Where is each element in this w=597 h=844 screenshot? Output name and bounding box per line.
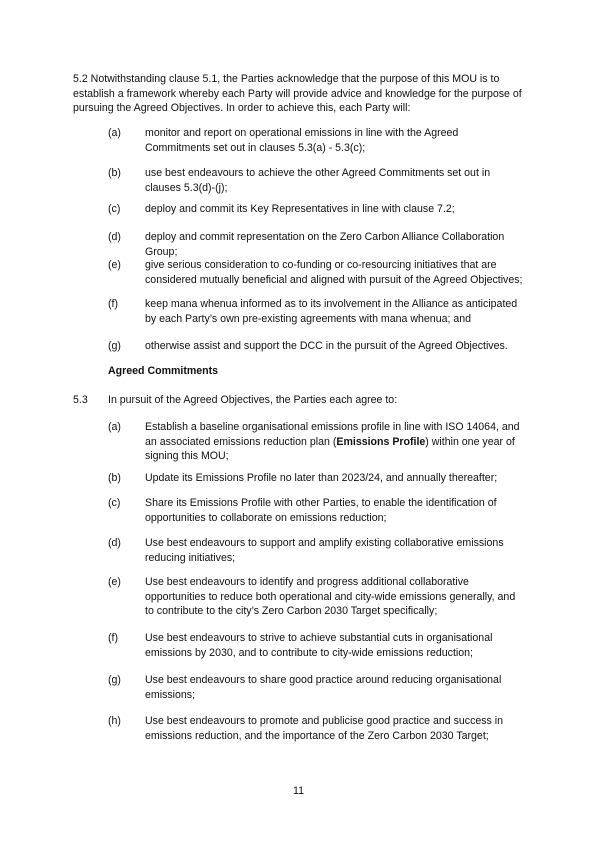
item-text: Use best endeavours to strive to achieve substantial cuts in organisational emissions by 2030, and to contribute to city-wide emissions reduction; <box>145 632 493 659</box>
item-text: Share its Emissions Profile with other Parties, to enable the identification of opportunities to collaborate on emissions reduction; <box>145 497 497 524</box>
item-text: Use best endeavours to identify and progress additional collaborative opportunities to reduce both operational and city-wide emissions generally, and to contribute to the city’s Zero Carbon 2030 Target specifically; <box>145 576 516 617</box>
item-label: (a) <box>108 421 121 433</box>
item-label: (a) <box>108 127 121 139</box>
page-number: 11 <box>293 785 304 797</box>
item-label: (b) <box>108 167 121 179</box>
item-label: (c) <box>108 203 121 215</box>
item-text: Use best endeavours to share good practice around reducing organisational emissions; <box>145 674 502 701</box>
item-text-end: ) within one year of signing this MOU; <box>145 435 515 462</box>
clause-5-2-paragraph: 5.2 Notwithstanding clause 5.1, the Parties acknowledge that the purpose of this MOU is to establish a framework whereby each Party will provide advice and knowledge for the purpose of pursuing the Agreed Objectives. In order to achieve this, each Party will: <box>73 73 522 114</box>
item-text: Use best endeavours to promote and publicise good practice and success in emissions reduction, and the importance of the Zero Carbon 2030 Target; <box>145 715 504 742</box>
item-text: deploy and commit its Key Representatives in line with clause 7.2; <box>145 203 455 215</box>
item-text: monitor and report on operational emissions in line with the Agreed Commitments set out in clauses 5.3(a) - 5.3(c); <box>145 127 459 154</box>
item-text: use best endeavours to achieve the other Agreed Commitments set out in clauses 5.3(d)-(j); <box>145 167 491 194</box>
item-label: (d) <box>108 537 121 549</box>
item-text: deploy and commit representation on the Zero Carbon Alliance Collaboration Group; <box>145 231 505 258</box>
item-text: keep mana whenua informed as to its involvement in the Alliance as anticipated by each Party’s own pre-existing agreements with mana whenua; and <box>145 298 518 325</box>
item-label: (f) <box>108 298 118 310</box>
item-text: Use best endeavours to support and amplify existing collaborative emissions reducing initiatives; <box>145 537 504 564</box>
item-label: (h) <box>108 715 121 727</box>
item-text: Update its Emissions Profile no later than 2023/24, and annually thereafter; <box>145 472 498 484</box>
item-text: give serious consideration to co-funding or co-resourcing initiatives that are considered mutually beneficial and aligned with pursuit of the Agreed Objectives; <box>145 259 523 286</box>
defined-term: Emissions Profile <box>336 435 426 448</box>
item-text <box>145 420 525 464</box>
section-heading: Agreed Commitments <box>108 365 219 377</box>
item-label: (b) <box>108 472 121 484</box>
item-label: (e) <box>108 259 121 271</box>
item-label: (f) <box>108 632 118 644</box>
item-label: (d) <box>108 231 121 243</box>
item-text-start: Establish a baseline organisational emissions profile in line with ISO 14064, and an associated emissions reduction plan ( <box>145 421 520 448</box>
clause-number: 5.3 <box>73 394 88 406</box>
item-label: (e) <box>108 576 121 588</box>
item-label: (g) <box>108 674 121 686</box>
item-label: (g) <box>108 340 121 352</box>
clause-intro: In pursuit of the Agreed Objectives, the Parties each agree to: <box>108 394 398 406</box>
item-text: otherwise assist and support the DCC in the pursuit of the Agreed Objectives. <box>145 340 508 352</box>
item-label: (c) <box>108 497 121 509</box>
